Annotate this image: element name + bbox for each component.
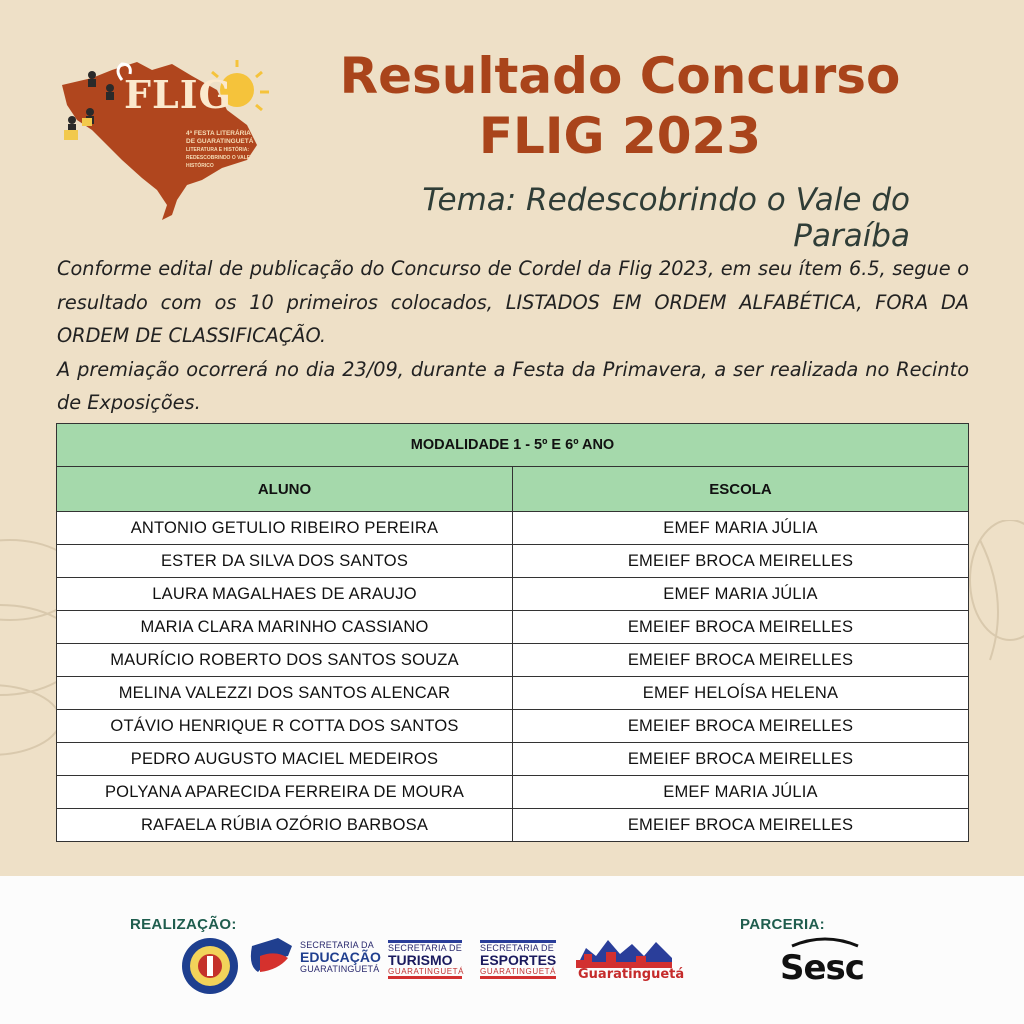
footer (0, 876, 1024, 1024)
page-title-line2: FLIG 2023 (478, 107, 762, 165)
page-title-line1: Resultado Concurso (339, 47, 901, 105)
table-row (57, 644, 969, 677)
logo-wordmark: FLIG (124, 72, 232, 117)
notice-paragraph-1: Conforme edital de publicação do Concurso de Cordel da Flig 2023, em seu ítem 6.5, segue o resultado com os 10 primeiros colocados, LISTADOS EM ORDEM ALFABÉTICA, FORA DA ORDEM DE CLASSIFICAÇÃO. (57, 257, 969, 347)
student-name: RAFAELA RÚBIA OZÓRIO BARBOSA (57, 809, 513, 842)
table-row (57, 809, 969, 842)
school-name: EMEF MARIA JÚLIA (513, 776, 969, 809)
turismo-logo: SECRETARIA DE TURISMO GUARATINGUETÁ (388, 940, 462, 979)
results-table (56, 423, 969, 842)
table-row (57, 578, 969, 611)
prefeitura-skyline-icon (576, 934, 672, 968)
educacao-logo: SECRETARIA DA EDUCAÇÃO GUARATINGUETÁ (300, 940, 381, 974)
student-name: ANTONIO GETULIO RIBEIRO PEREIRA (57, 512, 513, 545)
flig-logo (52, 50, 282, 225)
table-row (57, 611, 969, 644)
results-table-body (57, 512, 969, 842)
logo-caption: 4ª FESTA LITERÁRIA DE GUARATINGUETÁ LITERATURA E HISTÓRIA: REDESCOBRINDO O VALE HISTÓRICO (186, 130, 254, 169)
student-name: MAURÍCIO ROBERTO DOS SANTOS SOUZA (57, 644, 513, 677)
notice-paragraph-2: A premiação ocorrerá no dia 23/09, durante a Festa da Primavera, a ser realizada no Recinto de Exposições. (57, 357, 969, 414)
student-name: LAURA MAGALHAES DE ARAUJO (57, 578, 513, 611)
theme-subtitle: Tema: Redescobrindo o Vale do Paraíba (422, 182, 910, 254)
school-name: EMEIEF BROCA MEIRELLES (513, 743, 969, 776)
table-row (57, 710, 969, 743)
cultura-seal-icon (180, 936, 240, 996)
school-name: EMEIEF BROCA MEIRELLES (513, 809, 969, 842)
table-row (57, 677, 969, 710)
column-header-school: ESCOLA (513, 467, 969, 512)
realizacao-label: REALIZAÇÃO: (130, 916, 237, 933)
student-name: MARIA CLARA MARINHO CASSIANO (57, 611, 513, 644)
school-name: EMEIEF BROCA MEIRELLES (513, 611, 969, 644)
table-row (57, 545, 969, 578)
sesc-swoosh-icon (790, 936, 860, 948)
table-row (57, 512, 969, 545)
school-name: EMEF MARIA JÚLIA (513, 578, 969, 611)
table-row (57, 776, 969, 809)
school-name: EMEIEF BROCA MEIRELLES (513, 644, 969, 677)
school-name: EMEF MARIA JÚLIA (513, 512, 969, 545)
modality-header: MODALIDADE 1 - 5º E 6º ANO (57, 424, 969, 467)
table-row (57, 743, 969, 776)
esportes-logo: SECRETARIA DE ESPORTES GUARATINGUETÁ (480, 940, 556, 979)
school-name: EMEIEF BROCA MEIRELLES (513, 710, 969, 743)
school-name: EMEF HELOÍSA HELENA (513, 677, 969, 710)
student-name: MELINA VALEZZI DOS SANTOS ALENCAR (57, 677, 513, 710)
parceria-label: PARCERIA: (740, 916, 825, 933)
school-name: EMEIEF BROCA MEIRELLES (513, 545, 969, 578)
prefeitura-logo-text: Guaratinguetá (578, 967, 685, 982)
student-name: ESTER DA SILVA DOS SANTOS (57, 545, 513, 578)
column-header-student: ALUNO (57, 467, 513, 512)
student-name: POLYANA APARECIDA FERREIRA DE MOURA (57, 776, 513, 809)
sesc-logo: Sesc (780, 948, 864, 988)
educacao-logo-icon (248, 936, 296, 980)
student-name: OTÁVIO HENRIQUE R COTTA DOS SANTOS (57, 710, 513, 743)
notice-text (57, 252, 969, 420)
student-name: PEDRO AUGUSTO MACIEL MEDEIROS (57, 743, 513, 776)
